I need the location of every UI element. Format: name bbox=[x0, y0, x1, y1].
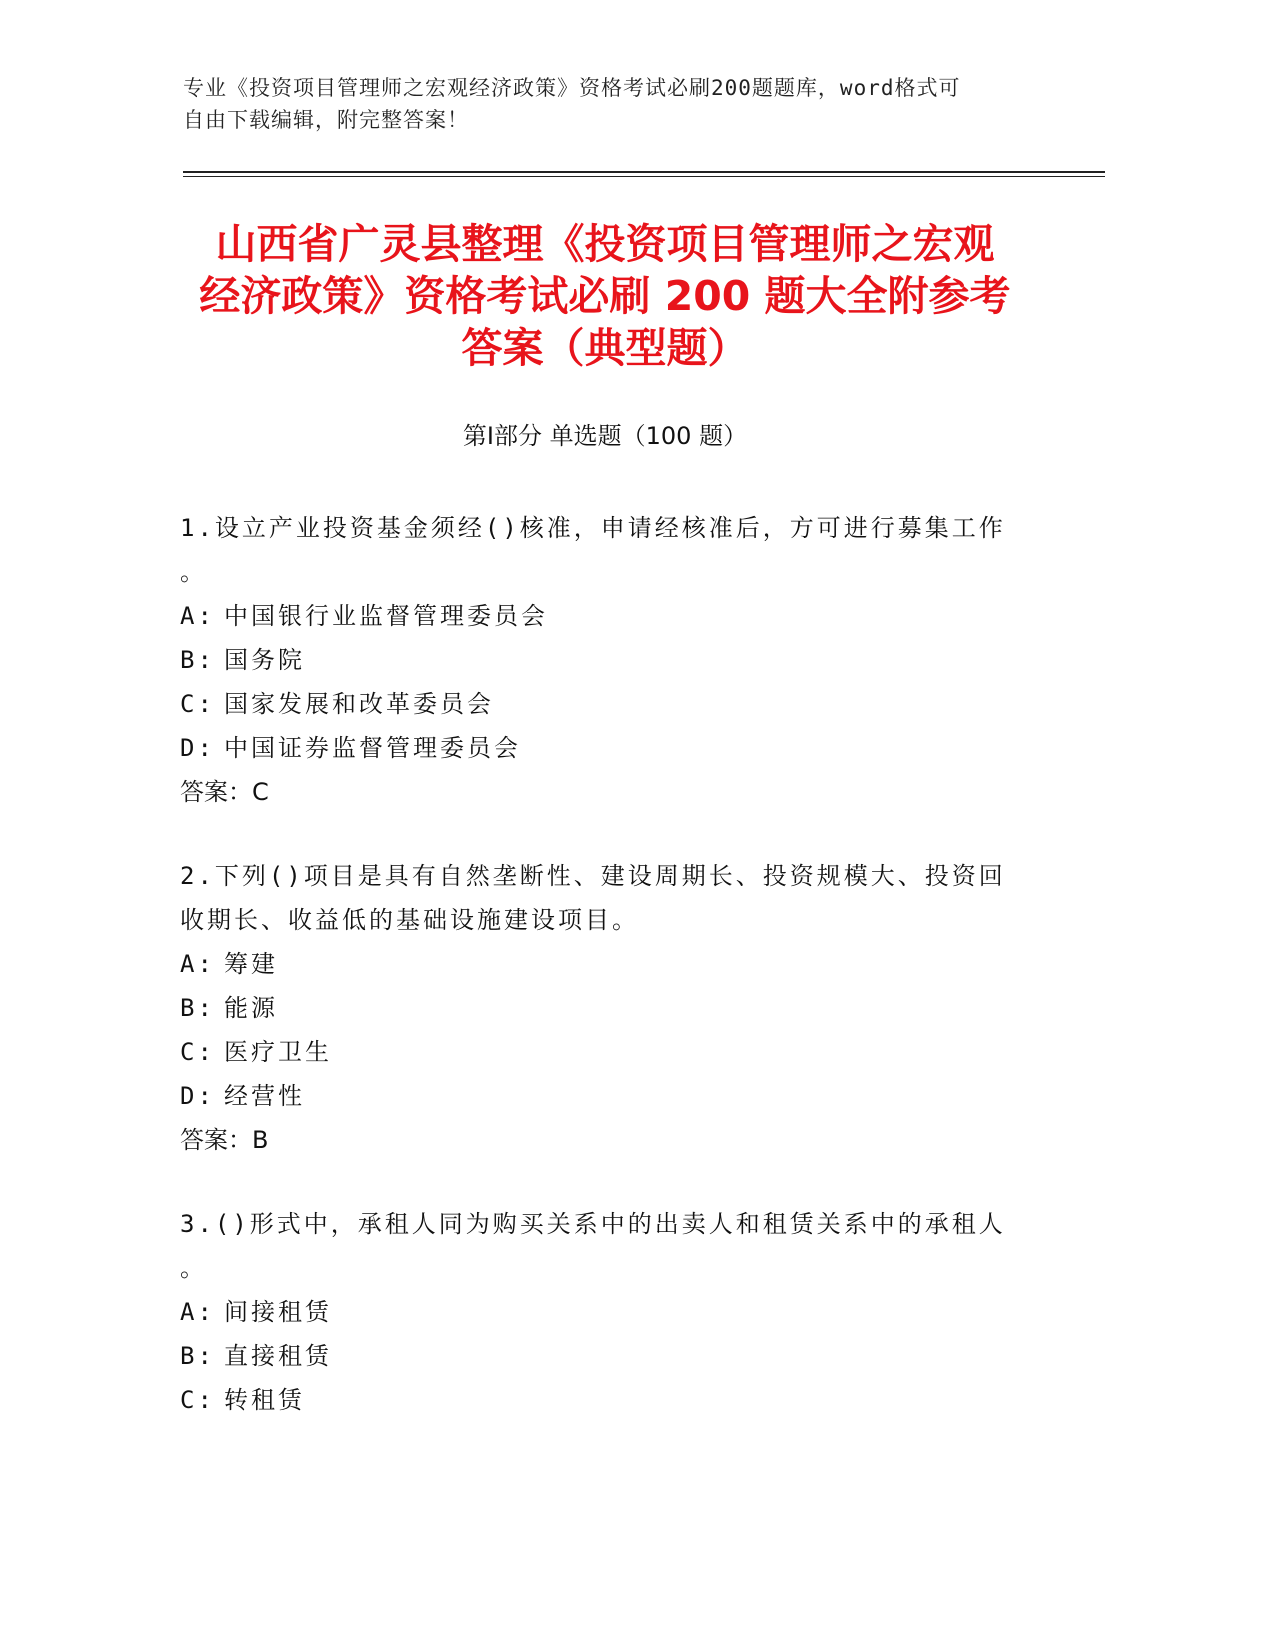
question-1 bbox=[180, 506, 1080, 814]
option-text: 间接租赁 bbox=[224, 1298, 332, 1326]
title-line-3: 答案（典型题） bbox=[461, 324, 749, 372]
question-3-text-line-1: 3.()形式中，承租人同为购买关系中的出卖人和租赁关系中的承租人 bbox=[180, 1210, 1006, 1238]
title-line-1: 山西省广灵县整理《投资项目管理师之宏观 bbox=[215, 220, 995, 268]
document-title bbox=[160, 218, 1050, 374]
option-letter: C: bbox=[180, 690, 215, 718]
question-3-option-c bbox=[180, 1378, 1080, 1422]
option-letter: B: bbox=[180, 646, 215, 674]
option-text: 中国证券监督管理委员会 bbox=[224, 734, 521, 762]
option-text: 国家发展和改革委员会 bbox=[224, 690, 494, 718]
question-1-option-b bbox=[180, 638, 1080, 682]
option-letter: C: bbox=[180, 1038, 215, 1066]
question-3 bbox=[180, 1202, 1080, 1422]
question-2-text-line-2: 收期长、收益低的基础设施建设项目。 bbox=[180, 906, 639, 934]
question-2-option-c bbox=[180, 1030, 1080, 1074]
option-letter: B: bbox=[180, 994, 215, 1022]
option-letter: A: bbox=[180, 1298, 215, 1326]
question-3-option-b bbox=[180, 1334, 1080, 1378]
question-1-option-c bbox=[180, 682, 1080, 726]
header-note bbox=[183, 72, 1063, 136]
option-letter: C: bbox=[180, 1386, 215, 1414]
question-1-text-line-1: 1.设立产业投资基金须经()核准，申请经核准后，方可进行募集工作 bbox=[180, 514, 1006, 542]
option-text: 能源 bbox=[224, 994, 278, 1022]
question-3-text-line-2: 。 bbox=[180, 1254, 207, 1282]
question-2 bbox=[180, 854, 1080, 1162]
part-heading: 第Ⅰ部分 单选题（100 题） bbox=[462, 422, 748, 450]
question-2-text-line-1: 2.下列()项目是具有自然垄断性、建设周期长、投资规模大、投资回 bbox=[180, 862, 1006, 890]
option-text: 直接租赁 bbox=[224, 1342, 332, 1370]
question-2-answer: 答案：B bbox=[180, 1126, 269, 1154]
option-letter: A: bbox=[180, 602, 215, 630]
question-1-text-line-2: 。 bbox=[180, 558, 207, 586]
question-1-answer: 答案：C bbox=[180, 778, 269, 806]
option-letter: D: bbox=[180, 1082, 215, 1110]
header-note-line-2: 自由下载编辑，附完整答案！ bbox=[183, 108, 469, 132]
option-text: 医疗卫生 bbox=[224, 1038, 332, 1066]
option-letter: D: bbox=[180, 734, 215, 762]
title-line-2: 经济政策》资格考试必刷 200 题大全附参考 bbox=[199, 272, 1011, 320]
question-3-option-a bbox=[180, 1290, 1080, 1334]
question-2-option-d bbox=[180, 1074, 1080, 1118]
question-1-option-a bbox=[180, 594, 1080, 638]
option-text: 经营性 bbox=[224, 1082, 305, 1110]
question-1-option-d bbox=[180, 726, 1080, 770]
option-letter: B: bbox=[180, 1342, 215, 1370]
header-note-line-1: 专业《投资项目管理师之宏观经济政策》资格考试必刷200题题库，word格式可 bbox=[183, 76, 961, 100]
question-2-option-b bbox=[180, 986, 1080, 1030]
header-rule-thick bbox=[183, 171, 1105, 173]
header-rule-thin bbox=[183, 176, 1105, 177]
question-2-option-a bbox=[180, 942, 1080, 986]
option-text: 国务院 bbox=[224, 646, 305, 674]
option-text: 中国银行业监督管理委员会 bbox=[224, 602, 548, 630]
option-text: 筹建 bbox=[224, 950, 278, 978]
option-letter: A: bbox=[180, 950, 215, 978]
option-text: 转租赁 bbox=[224, 1386, 305, 1414]
